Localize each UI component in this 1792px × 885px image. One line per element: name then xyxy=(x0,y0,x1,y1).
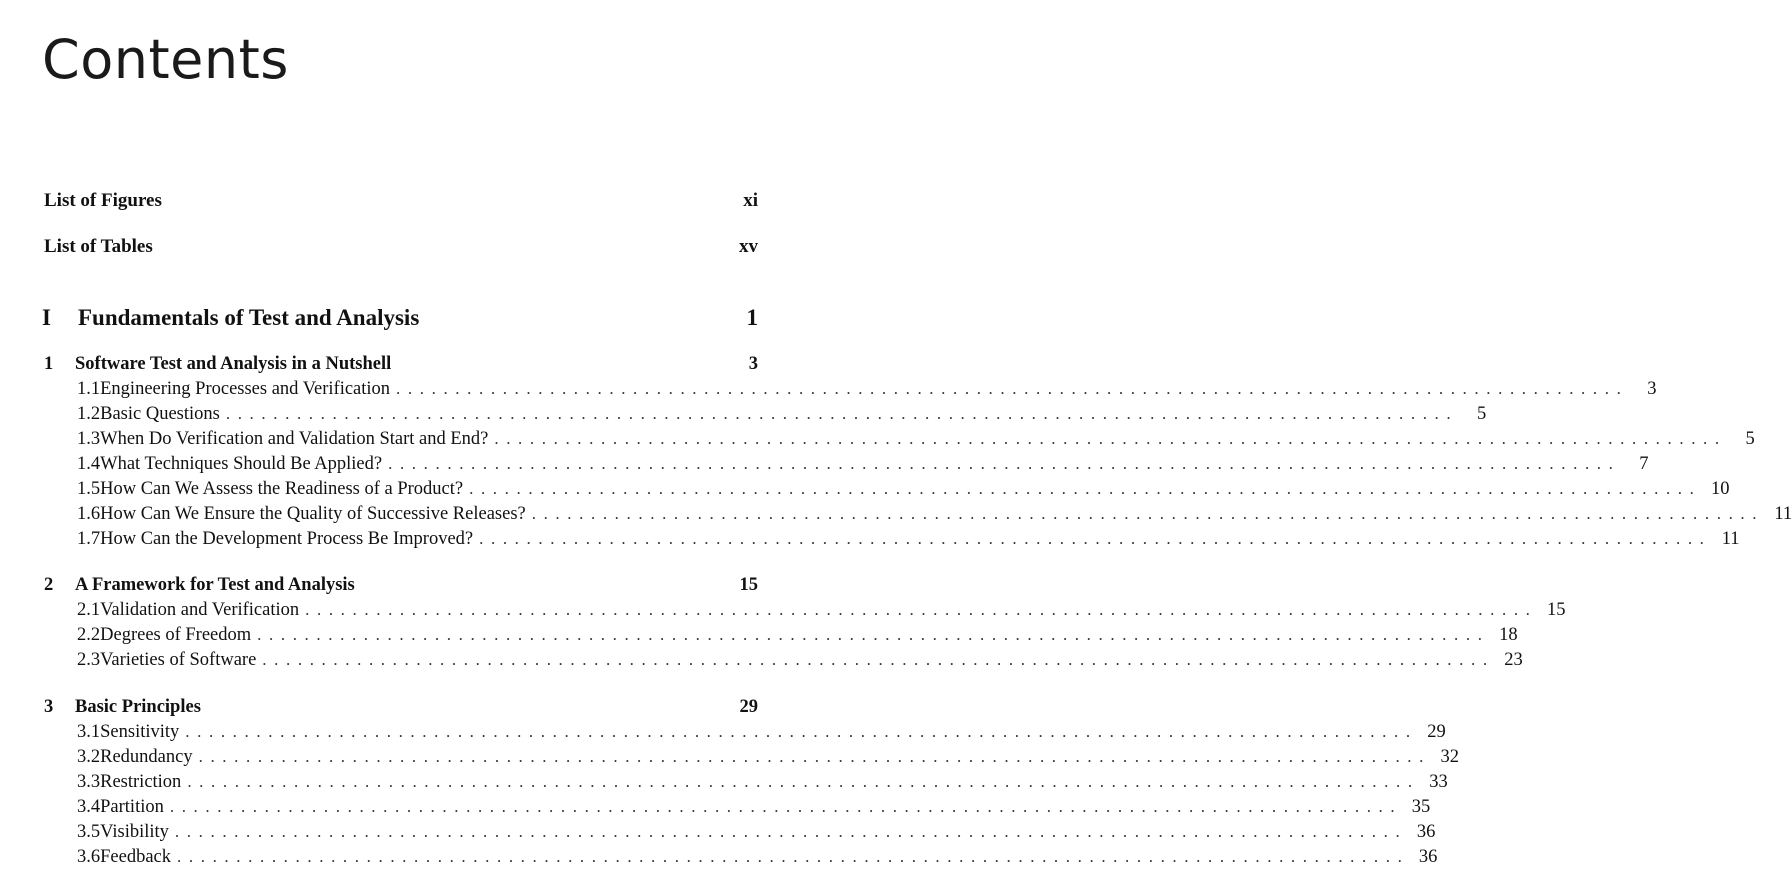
toc-section-3-5[interactable] xyxy=(77,822,1436,846)
section-page: 5 xyxy=(1745,429,1755,449)
dot-leader: ........................................................................................................ xyxy=(174,822,1408,841)
dot-leader: ........................................................................................................ xyxy=(225,404,1459,423)
dot-leader: ........................................................................................................ xyxy=(479,529,1712,548)
section-page: 36 xyxy=(1416,822,1436,842)
section-number: 1.6 xyxy=(77,504,101,524)
toc-section-3-1[interactable] xyxy=(77,722,1446,746)
page-title: Contents xyxy=(42,28,289,91)
section-title: Restriction xyxy=(100,772,182,792)
section-number: 3.1 xyxy=(77,722,101,742)
section-title: Basic Questions xyxy=(100,404,220,424)
section-page: 32 xyxy=(1440,747,1460,767)
section-title: How Can the Development Process Be Improved? xyxy=(100,529,474,549)
section-number: 3.6 xyxy=(77,847,101,867)
toc-section-1-4[interactable] xyxy=(77,454,1649,478)
section-page: 18 xyxy=(1499,625,1518,645)
dot-leader: ........................................................................................................ xyxy=(469,479,1702,498)
toc-entry-label: List of Figures xyxy=(44,190,162,211)
chapter-number: 2 xyxy=(44,575,54,595)
section-title: Partition xyxy=(100,797,164,817)
toc-section-2-3[interactable] xyxy=(77,650,1523,674)
section-page: 5 xyxy=(1477,404,1487,424)
toc-entry-list-of-figures[interactable] xyxy=(44,190,758,214)
section-number: 3.3 xyxy=(77,772,101,792)
toc-section-2-2[interactable] xyxy=(77,625,1518,649)
section-number: 1.5 xyxy=(77,479,101,499)
section-number: 3.5 xyxy=(77,822,101,842)
chapter-number: 3 xyxy=(44,697,54,717)
dot-leader: ........................................................................................................ xyxy=(531,504,1765,523)
chapter-number: 1 xyxy=(44,354,54,374)
section-number: 1.1 xyxy=(77,379,101,399)
toc-section-3-3[interactable] xyxy=(77,772,1448,796)
section-title: When Do Verification and Validation Start and End? xyxy=(100,429,489,449)
section-title: Visibility xyxy=(100,822,169,842)
section-page: 35 xyxy=(1411,797,1431,817)
toc-section-1-1[interactable] xyxy=(77,379,1657,403)
chapter-page: 15 xyxy=(739,575,758,595)
section-number: 1.7 xyxy=(77,529,101,549)
toc-section-1-5[interactable] xyxy=(77,479,1730,503)
dot-leader: ........................................................................................................ xyxy=(396,379,1629,398)
section-number: 3.2 xyxy=(77,747,101,767)
section-number: 1.2 xyxy=(77,404,101,424)
section-title: Sensitivity xyxy=(100,722,180,742)
toc-section-3-4[interactable] xyxy=(77,797,1431,821)
dot-leader: ........................................................................................................ xyxy=(494,429,1727,448)
dot-leader: ........................................................................................................ xyxy=(388,454,1621,473)
dot-leader: ........................................................................................................ xyxy=(177,847,1410,866)
section-title: Feedback xyxy=(100,847,172,867)
section-number: 3.4 xyxy=(77,797,101,817)
toc-section-1-7[interactable] xyxy=(77,529,1740,553)
section-page: 10 xyxy=(1711,479,1730,499)
toc-section-1-3[interactable] xyxy=(77,429,1755,453)
dot-leader: ........................................................................................................ xyxy=(187,772,1420,791)
part-number: I xyxy=(42,305,51,330)
chapter-page: 3 xyxy=(748,354,758,374)
chapter-title: Software Test and Analysis in a Nutshell xyxy=(75,354,392,374)
toc-entry-page: xv xyxy=(739,236,758,257)
section-page: 15 xyxy=(1547,600,1566,620)
toc-section-3-2[interactable] xyxy=(77,747,1460,771)
dot-leader: ........................................................................................................ xyxy=(198,747,1432,766)
section-title: Engineering Processes and Verification xyxy=(100,379,391,399)
toc-section-2-1[interactable] xyxy=(77,600,1566,624)
dot-leader: ........................................................................................................ xyxy=(257,625,1490,644)
section-page: 11 xyxy=(1721,529,1740,549)
section-title: How Can We Ensure the Quality of Successive Releases? xyxy=(100,504,526,524)
section-title: Degrees of Freedom xyxy=(100,625,252,645)
dot-leader: ........................................................................................................ xyxy=(169,797,1403,816)
dot-leader: ........................................................................................................ xyxy=(185,722,1418,741)
section-page: 29 xyxy=(1427,722,1446,742)
section-page: 3 xyxy=(1647,379,1657,399)
toc-entry-label: List of Tables xyxy=(44,236,153,257)
section-number: 2.3 xyxy=(77,650,101,670)
chapter-title: Basic Principles xyxy=(75,697,201,717)
chapter-title: A Framework for Test and Analysis xyxy=(75,575,355,595)
part-page: 1 xyxy=(746,305,758,330)
section-page: 7 xyxy=(1639,454,1649,474)
toc-chapter-1[interactable] xyxy=(44,354,758,378)
chapter-page: 29 xyxy=(739,697,758,717)
toc-part-1[interactable] xyxy=(42,305,758,335)
section-number: 2.2 xyxy=(77,625,101,645)
section-page: 23 xyxy=(1504,650,1523,670)
toc-chapter-2[interactable] xyxy=(44,575,758,599)
toc-entry-list-of-tables[interactable] xyxy=(44,236,758,260)
section-number: 1.4 xyxy=(77,454,101,474)
toc-chapter-3[interactable] xyxy=(44,697,758,721)
section-title: Varieties of Software xyxy=(100,650,257,670)
section-number: 2.1 xyxy=(77,600,101,620)
toc-entry-page: xi xyxy=(743,190,758,211)
toc-section-1-2[interactable] xyxy=(77,404,1487,428)
section-page: 11 xyxy=(1774,504,1792,524)
part-title: Fundamentals of Test and Analysis xyxy=(78,305,420,330)
dot-leader: ........................................................................................................ xyxy=(262,650,1495,669)
dot-leader: ........................................................................................................ xyxy=(305,600,1538,619)
toc-section-3-6[interactable] xyxy=(77,847,1438,871)
section-page: 36 xyxy=(1418,847,1438,867)
section-title: Validation and Verification xyxy=(100,600,300,620)
section-title: Redundancy xyxy=(100,747,193,767)
toc-section-1-6[interactable] xyxy=(77,504,1792,528)
section-page: 33 xyxy=(1429,772,1448,792)
section-number: 1.3 xyxy=(77,429,101,449)
section-title: What Techniques Should Be Applied? xyxy=(100,454,383,474)
section-title: How Can We Assess the Readiness of a Product? xyxy=(100,479,464,499)
